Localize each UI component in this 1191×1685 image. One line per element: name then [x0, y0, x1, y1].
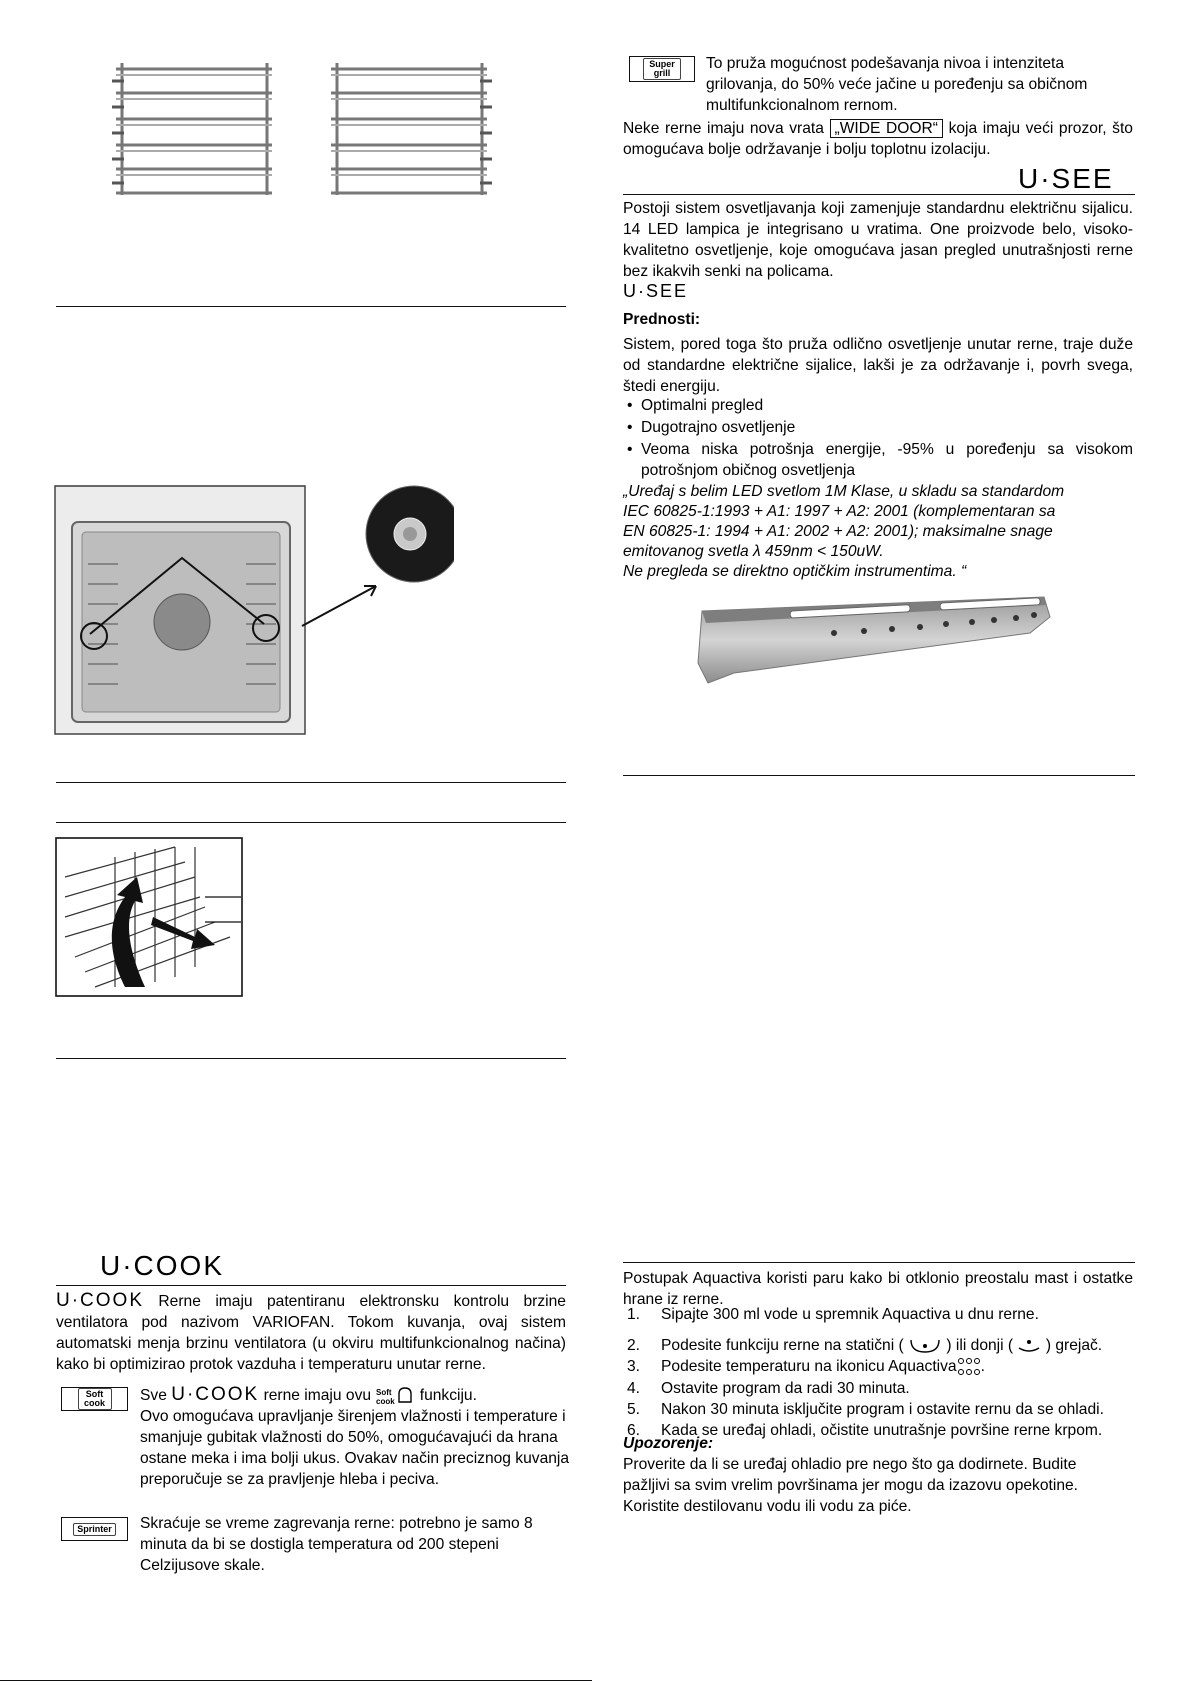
- ucook-paragraph-text: Rerne imaju patentiranu elektronsku kontrolu brzine ventilatora pod nazivom VARIOFAN. Tokom kuvanja, ovaj sistem automatski menja brzinu ventilatora (u okviru multifunkcionalnog načina) kako bi optimizirao protok vazduha i temperaturu unutar rerne.: [56, 1293, 566, 1373]
- aquactiva-steps: [623, 1304, 1135, 1441]
- softcook-badge-label: Soft cook: [78, 1388, 112, 1410]
- step-number: 6.: [627, 1422, 641, 1439]
- step-text-post: .: [980, 1358, 985, 1376]
- list-item: [623, 1356, 1135, 1378]
- step-number: 5.: [627, 1401, 641, 1418]
- section-divider: [56, 782, 566, 783]
- list-item: [623, 1304, 1135, 1325]
- step-number: 2.: [627, 1337, 641, 1354]
- warning-title: Upozorenje:: [623, 1435, 714, 1452]
- list-item: • Veoma niska potrošnja energije, -95% u poređenju sa visokom potrošnjom običnog osvetljenja: [623, 439, 1133, 481]
- advantages-list: [623, 395, 1133, 481]
- widedoor-before: Neke rerne imaju nova vrata: [623, 120, 824, 137]
- list-item: [623, 1378, 1135, 1399]
- usee-logo-small: U·SEE: [623, 281, 689, 301]
- step-number: 1.: [627, 1306, 641, 1323]
- section-divider: [56, 822, 566, 823]
- svg-text:cook: cook: [376, 1396, 396, 1406]
- step-number: 3.: [627, 1358, 641, 1375]
- list-item: • Optimalni pregled: [623, 395, 1133, 416]
- section-divider: [56, 1058, 566, 1059]
- ucook-inline-logo: U·COOK: [171, 1384, 260, 1405]
- sprinter-text: Skraćuje se vreme zagrevanja rerne: potrebno je samo 8 minuta da bi se dostigla temperatura od 200 stepeni Celzijusove skale.: [140, 1515, 533, 1574]
- step-text: Nakon 30 minuta isključite program i ostavite rernu da se ohladi.: [661, 1401, 1104, 1418]
- warning-text: Proverite da li se uređaj ohladio pre nego što ga dodirnete. Budite pažljivi sa svim vrelim površinama jer mogu da izazovu opekotine. Koristite destilovanu vodu ili vodu za piće.: [623, 1456, 1079, 1515]
- svg-text:Soft: Soft: [376, 1387, 392, 1397]
- section-divider: [623, 1262, 1135, 1263]
- step-text: Ostavite program da radi 30 minuta.: [661, 1380, 910, 1397]
- softcook-icon: [375, 1386, 415, 1406]
- note-line: Ne pregleda se direktno optičkim instrumentima. “: [623, 563, 967, 580]
- softcook-headline-suffix: funkciju.: [419, 1387, 477, 1404]
- prednosti-paragraph: Sistem, pored toga što pruža odlično osvetljenje unutar rerne, traje duže od standardne električne sijalice, lakši je za održavanje i, povrh svega, štedi energiju.: [623, 336, 1133, 395]
- step-text-post: ) grejač.: [1045, 1337, 1103, 1354]
- softcook-headline-prefix: Sve: [140, 1387, 167, 1404]
- page-bottom-divider: [0, 1680, 592, 1681]
- softcook-text: [140, 1384, 570, 1490]
- rack-removal-illustration: [55, 837, 245, 999]
- ucook-inline-logo: U·COOK: [56, 1290, 144, 1311]
- note-line: EN 60825-1: 1994 + A1: 2002 + A2: 2001); maksimalne snage: [623, 523, 1053, 540]
- widedoor-label: „WIDE DOOR“: [830, 119, 943, 138]
- aquactiva-icon: [957, 1356, 981, 1378]
- softcook-body: Ovo omogućava upravljanje širenjem vlažnosti i temperature i smanjuje gubitak vlažnosti do 50%, omogućavajući da hrana ostane meka i ima bolji ukus. Ovakav način preciznog kuvanja preporučuje se za pravljenje hleba i peciva.: [140, 1408, 570, 1488]
- aquactiva-intro: Postupak Aquactiva koristi paru kako bi otklonio preostalu mast i ostatke hrane iz rerne.: [623, 1270, 1133, 1308]
- sprinter-badge-label: Sprinter: [73, 1523, 116, 1536]
- step-text-pre: Podesite funkciju rerne na statični (: [661, 1337, 904, 1354]
- section-divider: [623, 775, 1135, 776]
- step-number: 4.: [627, 1380, 641, 1397]
- supergrill-badge-label: Super grill: [643, 58, 681, 80]
- oven-interior-illustration: [54, 474, 454, 736]
- step-text: [661, 1335, 1102, 1356]
- list-item: [623, 1399, 1135, 1420]
- ucook-logo: U·COOK: [100, 1250, 224, 1281]
- supergrill-badge: [629, 56, 695, 82]
- static-heating-icon: [908, 1338, 942, 1354]
- widedoor-paragraph: [623, 118, 1133, 160]
- step-text: Kada se uređaj ohladi, očistite unutrašnje površine rerne krpom.: [661, 1422, 1103, 1439]
- led-strip-illustration: [694, 593, 1058, 689]
- softcook-headline: [140, 1384, 570, 1406]
- ucook-paragraph: [56, 1290, 566, 1375]
- bottom-heating-icon: [1017, 1338, 1041, 1354]
- note-line: „Uređaj s belim LED svetlom 1M Klase, u skladu sa standardom: [623, 483, 1065, 500]
- section-divider: [56, 1285, 566, 1286]
- softcook-headline-mid: rerne imaju ovu: [263, 1387, 372, 1404]
- section-divider: [56, 306, 566, 307]
- list-item: • Dugotrajno osvetljenje: [623, 417, 1133, 438]
- widedoor-after: koja imaju veći prozor, što omogućava bolje održavanje i bolju toplotnu izolaciju.: [623, 120, 1133, 158]
- step-text-mid: ) ili donji (: [946, 1337, 1014, 1354]
- step-text-main: Podesite temperaturu na ikonicu Aquactiva: [661, 1358, 957, 1376]
- section-divider: [623, 194, 1135, 195]
- step-text: [661, 1356, 985, 1378]
- supergrill-text: To pruža mogućnost podešavanja nivoa i intenziteta grilovanja, do 50% veće jačine u poređenju sa običnom multifunkcionalnom rernom.: [706, 55, 1088, 114]
- step-text: Sipajte 300 ml vode u spremnik Aquactiva u dnu rerne.: [661, 1306, 1039, 1323]
- usee-logo: U·SEE: [1018, 163, 1114, 194]
- note-line: IEC 60825-1:1993 + A1: 1997 + A2: 2001 (komplementaran sa: [623, 503, 1056, 520]
- list-item: [623, 1335, 1135, 1356]
- prednosti-title: Prednosti:: [623, 311, 701, 328]
- usee-paragraph: Postoji sistem osvetljavanja koji zamenjuje standardnu električnu sijalicu. 14 LED lampica je integrisano u vratima. One proizvode belo, visoko-kvalitetno osvetljenje, koje omogućava jasan pregled unutrašnjosti rerne bez ikakvih senki na policama.: [623, 200, 1133, 280]
- sprinter-badge: [61, 1517, 128, 1541]
- led-standard-note: [623, 482, 1143, 582]
- side-rack-illustration: [112, 55, 502, 205]
- note-line: emitovanog svetla λ 459nm < 150uW.: [623, 543, 884, 560]
- softcook-badge: [61, 1387, 128, 1411]
